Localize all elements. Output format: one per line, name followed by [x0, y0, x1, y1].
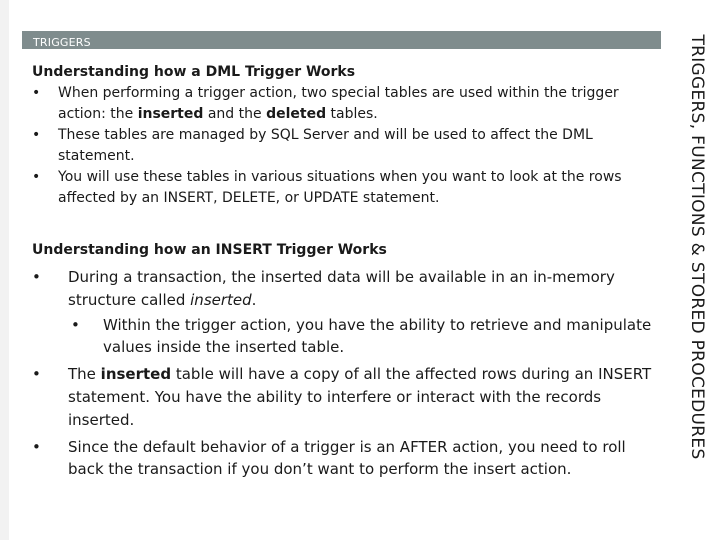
list-item — [32, 436, 662, 482]
bold-term-inserted: inserted — [100, 365, 172, 384]
bullet-icon: • — [71, 315, 80, 334]
bullet-icon: • — [32, 169, 41, 185]
left-edge-strip — [0, 0, 9, 540]
bullet-list-dml — [32, 83, 662, 209]
bullet-icon: • — [32, 127, 41, 143]
list-item — [32, 83, 662, 125]
bullet-text: . — [251, 290, 257, 309]
section-dml-trigger — [32, 61, 662, 209]
list-item — [32, 266, 662, 312]
bullet-text: Within the trigger action, you have the ability to retrieve and manipulate values inside the inserted table. — [103, 315, 652, 357]
bullet-text: Since the default behavior of a trigger is an AFTER action, you need to roll back the transaction if you don’t want to perform the insert action. — [68, 437, 626, 479]
list-item — [32, 363, 662, 431]
section-heading-dml: Understanding how a DML Trigger Works — [32, 64, 356, 80]
slide-content — [32, 61, 662, 485]
bullet-text: tables. — [326, 106, 378, 122]
sub-list-item — [32, 314, 662, 360]
bullet-icon: • — [32, 365, 41, 384]
list-item — [32, 125, 662, 167]
bullet-list-insert — [32, 266, 662, 481]
bullet-icon: • — [32, 85, 41, 101]
bullet-text: During a transaction, the inserted data will be available in an in-memory structure called — [68, 268, 615, 309]
section-insert-trigger — [32, 238, 662, 481]
list-item — [32, 167, 662, 209]
bullet-icon: • — [32, 268, 41, 286]
bullet-text: When performing a trigger action, two special tables are used within the trigger action: the — [58, 85, 619, 122]
bullet-text: table will have a copy of all the affected rows during an INSERT statement. You have the ability to interfere or interact with the records inserted. — [68, 365, 652, 429]
header-title: TRIGGERS — [33, 36, 91, 49]
bullet-icon: • — [32, 437, 41, 456]
bullet-text: You will use these tables in various situations when you want to look at the rows affected by an INSERT, DELETE, or UPDATE statement. — [58, 169, 622, 206]
section-heading-insert: Understanding how an INSERT Trigger Works — [32, 242, 387, 258]
bold-term-deleted: deleted — [266, 106, 327, 122]
header-bar — [22, 31, 661, 49]
italic-term-inserted: inserted — [190, 290, 252, 309]
bullet-text: and the — [203, 106, 267, 122]
side-title: TRIGGERS, FUNCTIONS & STORED PROCEDURES — [687, 34, 707, 460]
bullet-text: The — [68, 365, 101, 384]
bullet-text: These tables are managed by SQL Server and will be used to affect the DML statement. — [58, 127, 593, 164]
bold-term-inserted: inserted — [137, 106, 204, 122]
